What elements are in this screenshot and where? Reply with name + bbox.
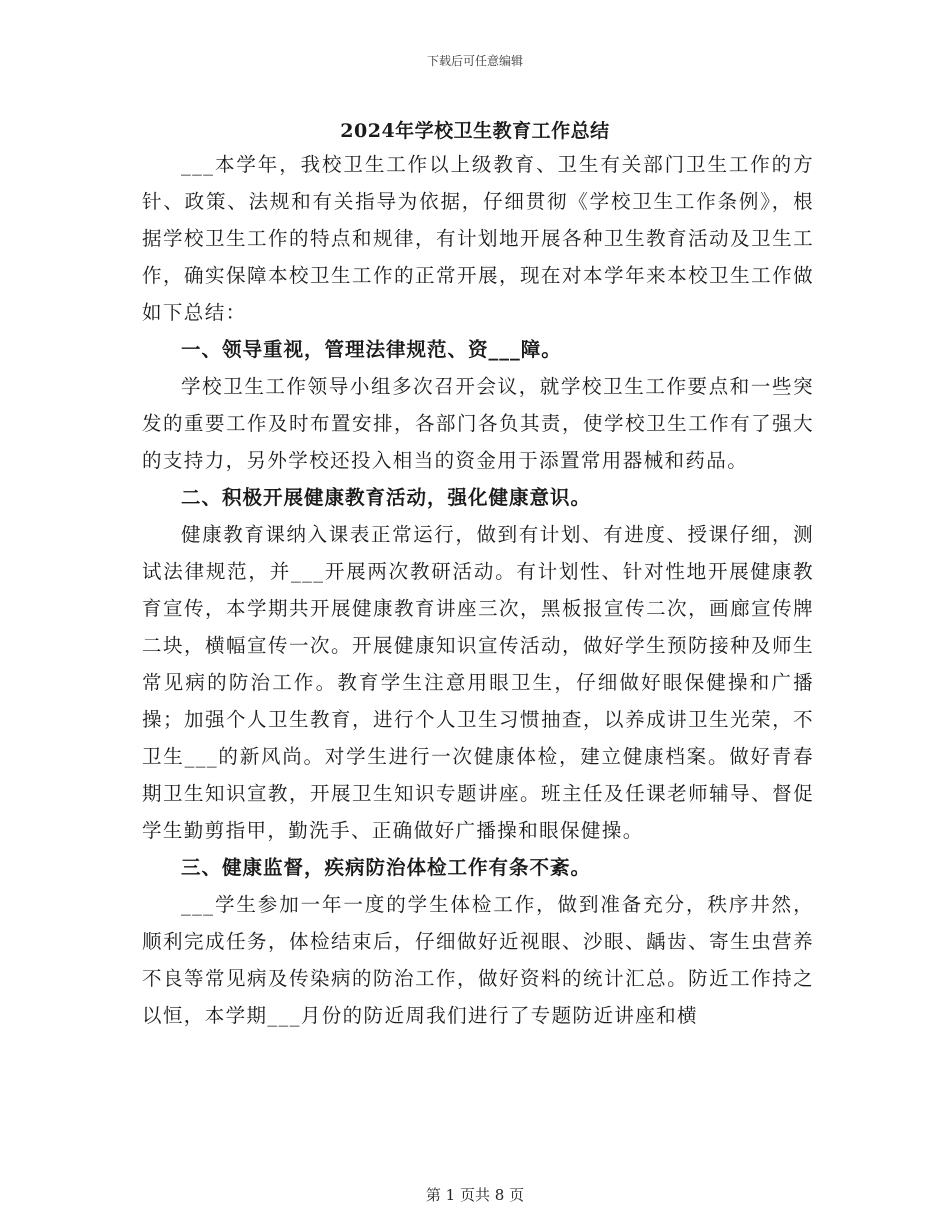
section-2-paragraph: 健康教育课纳入课表正常运行，做到有计划、有进度、授课仔细，测试法律规范，并___开展两次教研活动。有计划性、针对性地开展健康教育宣传，本学期共开展健康教育讲座三次，黑板报宣传二次，画廊宣传牌二块，横幅宣传一次。开展健康知识宣传活动，做好学生预防接种及师生常见病的防治工作。教育学生注意用眼卫生，仔细做好眼保健操和广播操；加强个人卫生教育，进行个人卫生习惯抽查，以养成讲卫生光荣，不卫生___的新风尚。对学生进行一次健康体检，建立健康档案。做好青春期卫生知识宣教，开展卫生知识专题讲座。班主任及任课老师辅导、督促学生勤剪指甲，勤洗手、正确做好广播操和眼保健操。 xyxy=(142,523,814,842)
section-1-paragraph: 学校卫生工作领导小组多次召开会议，就学校卫生工作要点和一些突发的重要工作及时布置安排，各部门各负其责，使学校卫生工作有了强大的支持力，另外学校还投入相当的资金用于添置常用器械和药品。 xyxy=(142,375,814,472)
section-3-paragraph: ___学生参加一年一度的学生体检工作，做到准备充分，秩序井然，顺利完成任务，体检结束后，仔细做好近视眼、沙眼、龋齿、寄生虫营养不良等常见病及传染病的防治工作，做好资料的统计汇总。防近工作持之以恒，本学期___月份的防近周我们进行了专题防近讲座和横 xyxy=(142,893,814,1027)
section-1-heading: 一、领导重视，管理法律规范、资___障。 xyxy=(181,338,562,361)
intro-paragraph: ___本学年，我校卫生工作以上级教育、卫生有关部门卫生工作的方针、政策、法规和有关指导为依据，仔细贯彻《学校卫生工作条例》，根据学校卫生工作的特点和规律，有计划地开展各种卫生教育活动及卫生工作，确实保障本校卫生工作的正常开展，现在对本学年来本校卫生工作做如下总结： xyxy=(142,153,814,324)
header-note: 下载后可任意编辑 xyxy=(426,54,523,68)
page-footer: 第 1 页共 8 页 xyxy=(425,1186,525,1204)
document-title: 2024年学校卫生教育工作总结 xyxy=(340,120,610,142)
section-2-heading: 二、积极开展健康教育活动，强化健康意识。 xyxy=(181,486,592,509)
document-body xyxy=(142,146,814,1034)
section-3-heading: 三、健康监督，疾病防治体检工作有条不紊。 xyxy=(181,856,592,879)
